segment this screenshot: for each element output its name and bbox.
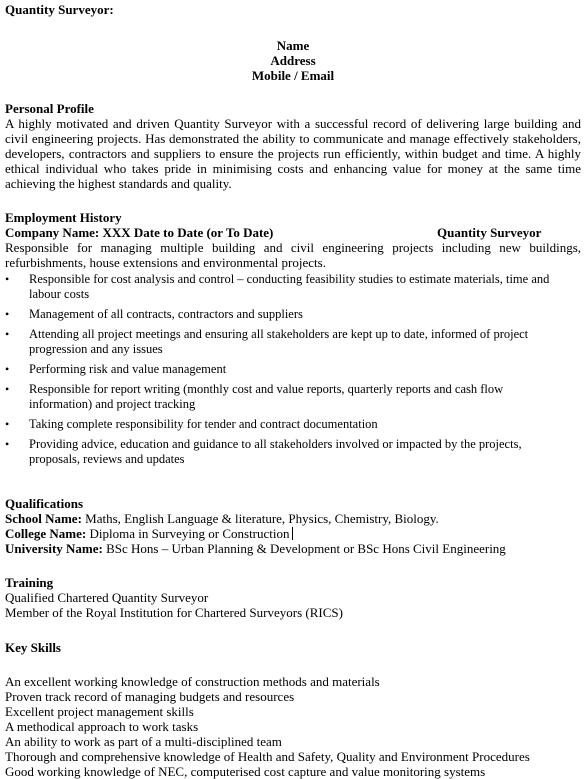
contact-line: Mobile / Email <box>251 68 335 83</box>
responsibility-item <box>5 417 569 432</box>
skill-item: Excellent project management skills <box>5 704 194 719</box>
responsibility-item <box>5 437 569 467</box>
responsibility-text: Responsible for report writing (monthly cost and value reports, quarterly reports and cash flow information) and project tracking <box>29 382 504 411</box>
training-item: Qualified Chartered Quantity Surveyor <box>5 590 209 605</box>
university-line <box>5 541 581 556</box>
skill-item: An excellent working knowledge of construction methods and materials <box>5 674 380 689</box>
skill-item: Good working knowledge of NEC, computerised cost capture and value monitoring systems <box>5 764 486 779</box>
qualifications-heading: Qualifications <box>5 496 84 511</box>
responsibility-item <box>5 382 569 412</box>
skills-section <box>5 640 581 779</box>
profile-section <box>5 101 581 191</box>
responsibility-text: Attending all project meetings and ensuring all stakeholders are kept up to date, informed of project progression and any issues <box>29 327 529 356</box>
bullet-icon: • <box>5 272 10 286</box>
skill-item: Thorough and comprehensive knowledge of Health and Safety, Quality and Environment Procedures <box>5 749 530 764</box>
employment-heading: Employment History <box>5 210 122 225</box>
responsibility-item <box>5 327 569 357</box>
responsibility-text: Responsible for cost analysis and control – conducting feasibility studies to estimate materials, time and labour costs <box>29 272 550 301</box>
responsibility-item <box>5 362 569 377</box>
responsibility-text: Taking complete responsibility for tender and contract documentation <box>29 417 378 431</box>
employment-section <box>5 210 581 472</box>
company-line <box>5 225 581 240</box>
job-title: Quantity Surveyor <box>437 225 542 240</box>
skill-item: A methodical approach to work tasks <box>5 719 199 734</box>
address-line: Address <box>270 53 316 68</box>
college-line <box>5 526 581 541</box>
bullet-icon: • <box>5 417 10 431</box>
training-heading: Training <box>5 575 54 590</box>
school-value: Maths, English Language & literature, Physics, Chemistry, Biology. <box>85 511 439 526</box>
bullet-icon: • <box>5 307 10 321</box>
bullet-icon: • <box>5 437 10 451</box>
university-value: BSc Hons – Urban Planning & Development or BSc Hons Civil Engineering <box>106 541 506 556</box>
profile-heading: Personal Profile <box>5 101 94 116</box>
profile-text: A highly motivated and driven Quantity Surveyor with a successful record of delivering large building and civil engineering projects. Has demonstrated the ability to communicate and manage effectively stakeholders, developers, contractors and suppliers to ensure the projects run efficiently, within budget and time. A highly ethical individual who takes pride in minimising costs and enhancing value for money at the same time achieving the highest standards and quality. <box>5 116 581 191</box>
responsibility-text: Management of all contracts, contractors and suppliers <box>29 307 303 321</box>
document-title: Quantity Surveyor: <box>5 2 114 17</box>
bullet-icon: • <box>5 382 10 396</box>
bullet-icon: • <box>5 362 10 376</box>
college-value: Diploma in Surveying or Construction <box>89 526 290 541</box>
skills-heading: Key Skills <box>5 640 61 655</box>
responsibility-item <box>5 272 569 302</box>
college-label: College Name: <box>5 526 87 541</box>
skill-item: Proven track record of managing budgets and resources <box>5 689 295 704</box>
qualifications-section <box>5 496 581 556</box>
contact-header <box>5 38 581 83</box>
employment-summary: Responsible for managing multiple building and civil engineering projects including new buildings, refurbishments, house extensions and environmental projects. <box>5 240 581 270</box>
school-line <box>5 511 581 526</box>
company-name-dates: Company Name: XXX Date to Date (or To Date) <box>5 225 274 240</box>
name-line: Name <box>276 38 310 53</box>
responsibilities-list <box>5 272 581 467</box>
responsibility-text: Performing risk and value management <box>29 362 227 376</box>
text-cursor <box>292 527 293 540</box>
responsibility-item <box>5 307 569 322</box>
school-label: School Name: <box>5 511 82 526</box>
university-label: University Name: <box>5 541 103 556</box>
training-item: Member of the Royal Institution for Chartered Surveyors (RICS) <box>5 605 343 620</box>
bullet-icon: • <box>5 327 10 341</box>
skill-item: An ability to work as part of a multi-disciplined team <box>5 734 282 749</box>
training-section <box>5 575 581 620</box>
responsibility-text: Providing advice, education and guidance to all stakeholders involved or impacted by the projects, proposals, reviews and updates <box>29 437 522 466</box>
